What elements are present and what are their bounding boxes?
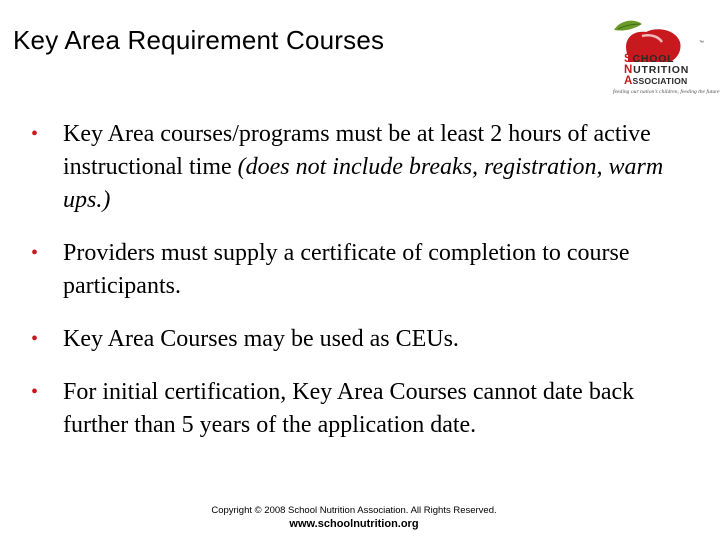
bullet-item — [28, 323, 668, 356]
bullet-item — [28, 118, 668, 217]
trademark-symbol: ™ — [699, 40, 704, 46]
bullet-dot: • — [31, 328, 39, 350]
bullet-text: Providers must supply a certificate of completion to course participants. — [63, 240, 630, 299]
logo-word-association: ASSOCIATION — [624, 75, 688, 87]
bullet-item — [28, 376, 668, 442]
logo-word-nutrition: NUTRITION — [624, 64, 690, 76]
bullet-italic-text: (does not include breaks, registration, warm ups.) — [63, 154, 664, 213]
bullet-text: For initial certification, Key Area Courses cannot date back further than 5 years of the application date. — [63, 379, 635, 438]
bullet-text: Key Area courses/programs must be at least 2 hours of active instructional time — [63, 121, 651, 180]
logo-word-school: SCHOOL — [624, 53, 675, 65]
bullet-dot: • — [31, 123, 39, 145]
copyright-notice: Copyright © 2008 School Nutrition Association. All Rights Reserved. — [211, 505, 497, 516]
bullet-dot: • — [31, 242, 39, 264]
bullet-dot: • — [31, 381, 39, 403]
school-nutrition-association-logo — [600, 12, 720, 98]
bullet-list — [28, 118, 668, 462]
bullet-item — [28, 237, 668, 303]
logo-tagline: feeding our nation's children, feeding the future — [613, 89, 720, 95]
bullet-text: Key Area Courses may be used as CEUs. — [63, 326, 459, 352]
slide-title: Key Area Requirement Courses — [13, 25, 385, 55]
website-url: www.schoolnutrition.org — [289, 518, 419, 530]
